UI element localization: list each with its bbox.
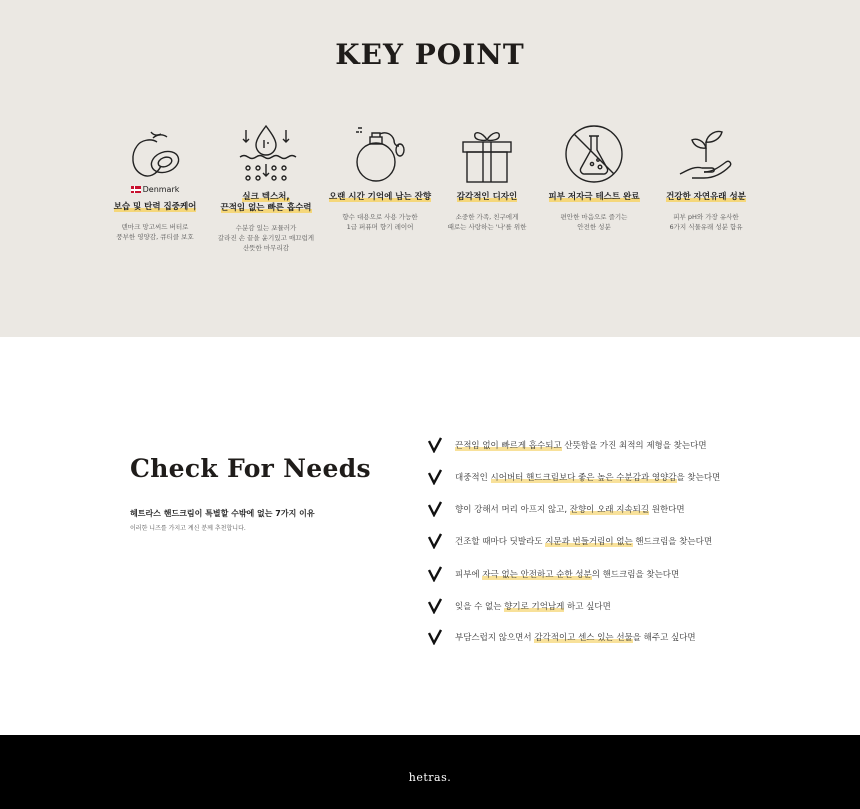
no-animal-test-icon <box>562 122 626 186</box>
needs-subtitle: 헤트라스 핸드크림이 특별할 수밖에 없는 7가지 이유 <box>130 509 315 518</box>
checkmark-icon <box>428 629 442 645</box>
needs-item-text: 잊을 수 없는 향기로 기억남게 하고 싶다면 <box>455 602 611 612</box>
brand-logo[interactable]: hetras. <box>408 771 452 784</box>
needs-list-item <box>428 468 720 486</box>
needs-list-item <box>428 565 679 583</box>
check-for-needs-section <box>0 337 860 735</box>
key-point-label: 오랜 시간 기억에 남는 잔향 <box>328 192 432 202</box>
key-point-section <box>0 0 860 337</box>
plant-hand-icon <box>674 122 738 186</box>
needs-list-item <box>428 500 685 518</box>
key-point-desc: 소중한 가족, 친구에게 때로는 사랑하는 '나'를 위한 <box>447 213 527 231</box>
checkmark-icon <box>428 469 442 485</box>
mango-icon <box>123 122 187 186</box>
key-point-item <box>320 122 440 232</box>
needs-list-item <box>428 436 707 454</box>
perfume-bottle-icon <box>348 122 412 186</box>
key-point-item <box>95 122 215 242</box>
gift-box-icon <box>455 122 519 186</box>
footer <box>0 735 860 809</box>
needs-list-item <box>428 532 712 550</box>
checkmark-icon <box>428 566 442 582</box>
needs-title: Check For Needs <box>130 454 371 483</box>
needs-item-text: 건조할 때마다 딧발라도 지문과 번들거림이 없는 핸드크림을 찾는다면 <box>455 537 713 547</box>
key-point-desc: 수분감 있는 포뮬러가 갈라진 손 끝을 윤기있고 매끄럽게 산뜻한 마무리감 <box>217 224 315 252</box>
key-point-item <box>534 122 654 232</box>
key-point-title: KEY POINT <box>335 38 525 71</box>
checkmark-icon <box>428 437 442 453</box>
key-point-desc: 편안한 마음으로 즐기는 안전한 성분 <box>560 213 628 231</box>
checkmark-icon <box>428 533 442 549</box>
key-point-desc: 피부 pH와 가장 유사한 6가지 식물유래 성분 함유 <box>669 213 743 231</box>
key-point-desc: 향수 대용으로 사용 가능한 1급 퍼퓨머 향기 레이어 <box>342 213 418 231</box>
key-point-label: 피부 저자극 테스트 완료 <box>548 192 640 202</box>
denmark-flag-icon <box>131 186 141 193</box>
needs-description: 이러한 니즈를 가지고 계신 분께 추천합니다. <box>130 525 246 532</box>
key-point-item <box>646 122 766 232</box>
needs-item-text: 끈적임 없이 빠르게 흡수되고 산뜻함을 가진 최적의 제형을 찾는다면 <box>455 441 707 451</box>
needs-item-text: 부담스럽지 않으면서 감각적이고 센스 있는 선물을 해주고 싶다면 <box>455 633 696 643</box>
key-point-label: 보습 및 탄력 집중케어 <box>113 202 197 212</box>
key-point-item <box>206 122 326 253</box>
key-point-desc: 덴마크 망고씨드 버터로 풍부한 영양감, 큐티클 보호 <box>116 223 194 241</box>
key-point-label: 감각적인 디자인 <box>456 192 518 202</box>
denmark-badge: Denmark <box>95 184 215 196</box>
checkmark-icon <box>428 598 442 614</box>
droplet-absorb-icon <box>234 122 298 186</box>
needs-list-item <box>428 597 611 615</box>
checkmark-icon <box>428 501 442 517</box>
needs-item-text: 대중적인 시어버터 핸드크림보다 좋은 높은 수분감과 영양감을 찾는다면 <box>455 473 721 483</box>
needs-list-item <box>428 628 696 646</box>
key-point-label: 건강한 자연유래 성분 <box>666 192 746 202</box>
needs-item-text: 향이 강해서 머리 아프지 않고, 잔향이 오래 지속되길 원한다면 <box>455 505 685 515</box>
key-point-item <box>427 122 547 232</box>
key-point-label: 실크 텍스처, 끈적임 없는 빠른 흡수력 <box>220 192 312 213</box>
needs-item-text: 피부에 자극 없는 안전하고 순한 성분의 핸드크림을 찾는다면 <box>455 570 680 580</box>
